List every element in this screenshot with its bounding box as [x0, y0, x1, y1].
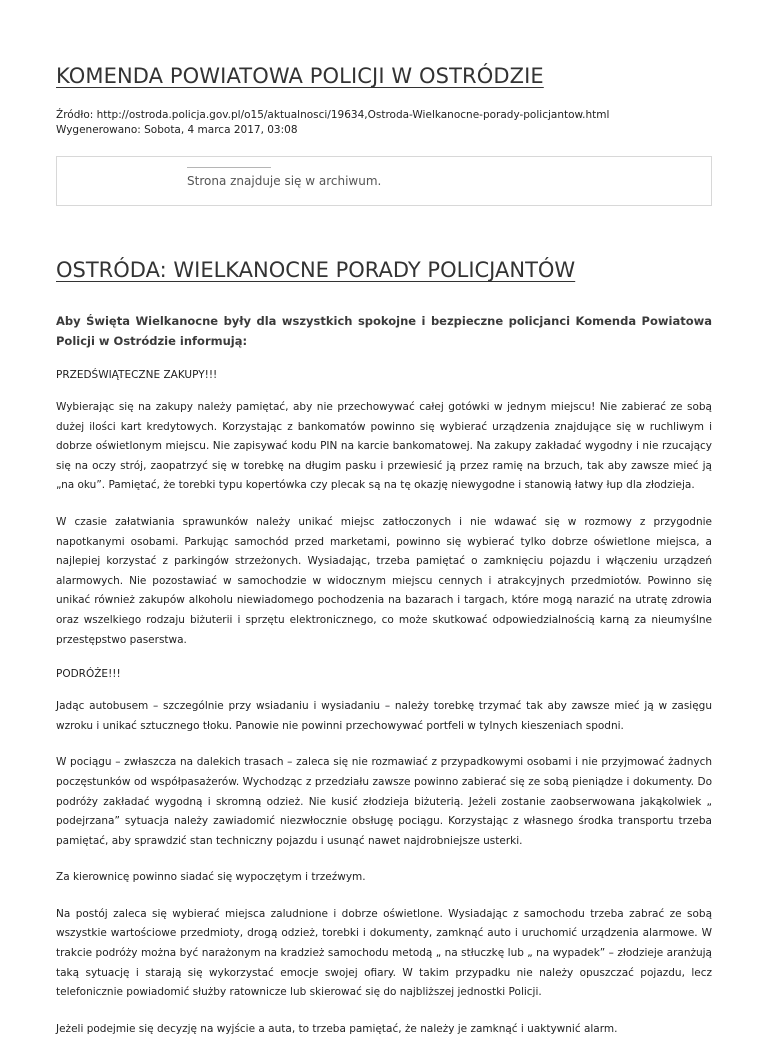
document-meta	[56, 108, 712, 138]
archive-notice	[56, 156, 712, 206]
archive-divider	[187, 167, 271, 168]
section-heading-travel: PODRÓŻE!!!	[56, 668, 121, 681]
paragraph: Na postój zaleca się wybierać miejsca zaludnione i dobrze oświetlone. Wysiadając z samochodu trzeba zabrać ze sobą wszystkie wartościowe przedmioty, drogą odzież, torebki i dokumenty, zamknąć auto i uruchomić urządzenia alarmowe. W trakcie podróży można być narażonym na kradzież samochodu metodą „ na stłuczkę lub „ na wypadek” – złodzieje aranżują taką sytuację i starają się wykorzystać emocje swojej ofiary. W takim przypadku nie należy opuszczać pojazdu, lecz telefonicznie powiadomić służby ratownicze lub skierować się do najbliższej jednostki Policji.	[56, 907, 712, 999]
generated-date: Wygenerowano: Sobota, 4 marca 2017, 03:08	[56, 124, 298, 136]
article-lead: Aby Święta Wielkanocne były dla wszystkich spokojne i bezpieczne policjanci Komenda Powiatowa Policji w Ostródzie informują:	[56, 314, 712, 348]
source-url: Źródło: http://ostroda.policja.gov.pl/o15/aktualnosci/19634,Ostroda-Wielkanocne-porady-policjantow.html	[56, 109, 610, 121]
page	[0, 64, 768, 1039]
paragraph: Za kierownicę powinno siadać się wypoczętym i trzeźwym.	[56, 871, 366, 884]
paragraph: Jadąc autobusem – szczególnie przy wsiadaniu i wysiadaniu – należy torebkę trzymać tak aby zawsze mieć ją w zasięgu wzroku i unikać sztucznego tłoku. Panowie nie powinni przechowywać portfeli w tylnych kieszeniach spodni.	[56, 700, 712, 732]
paragraph: W czasie załatwiania sprawunków należy unikać miejsc zatłoczonych i nie wdawać się w rozmowy z przygodnie napotkanymi osobami. Parkując samochód przed marketami, powinno się wybierać tylko dobrze oświetlone miejsca, a najlepiej korzystać z parkingów strzeżonych. Wysiadając, trzeba pamiętać o zamknięciu pojazdu i włączeniu urządzeń alarmowych. Nie pozostawiać w samochodzie w widocznym miejscu cennych i atrakcyjnych przedmiotów. Powinno się unikać również zakupów alkoholu niewiadomego pochodzenia na bazarach i targach, które mogą narazić na utratę zdrowia oraz wszelkiego rodzaju biżuterii i sprzętu elektronicznego, co może skutkować odpowiedzialnością karną za nieumyślne przestępstwo paserstwa.	[56, 515, 712, 646]
site-title: KOMENDA POWIATOWA POLICJI W OSTRÓDZIE	[56, 64, 544, 88]
article-title: OSTRÓDA: WIELKANOCNE PORADY POLICJANTÓW	[56, 258, 576, 282]
paragraph: W pociągu – zwłaszcza na dalekich trasach – zaleca się nie rozmawiać z przypadkowymi osobami i nie przyjmować żadnych poczęstunków od współpasażerów. Wychodząc z przedziału zawsze powinno zabierać się ze sobą pieniądze i dokumenty. Do podróży zakładać wygodną i skromną odzież. Nie kusić złodzieja biżuterią. Jeżeli zostanie zaobserwowana jakąkolwiek „ podejrzana” sytuacja należy zawiadomić niezwłocznie obsługę pociągu. Korzystając z własnego środka transportu trzeba pamiętać, aby sprawdzić stan techniczny pojazdu i usunąć nawet najdrobniejsze usterki.	[56, 756, 712, 847]
section-heading-shopping: PRZEDŚWIĄTECZNE ZAKUPY!!!	[56, 369, 218, 381]
paragraph: Jeżeli podejmie się decyzję na wyjście a auta, to trzeba pamiętać, że należy je zamknąć i uaktywnić alarm.	[56, 1022, 618, 1035]
archive-note: Strona znajduje się w archiwum.	[187, 174, 382, 188]
paragraph: Wybierając się na zakupy należy pamiętać, aby nie przechowywać całej gotówki w jednym miejscu! Nie zabierać ze sobą dużej ilości kart kredytowych. Korzystając z bankomatów powinno się wybierać urządzenia znajdujące się w ruchliwym i dobrze oświetlonym miejscu. Nie zapisywać kodu PIN na karcie bankomatowej. Na zakupy zakładać wygodny i nie rzucający się na oczy strój, zaopatrzyć się w torebkę na długim pasku i przewiesić ją przez ramię na brzuch, tak aby zawsze mieć ją „na oku”. Pamiętać, że torebki typu kopertówka czy plecak są na tę okazję niewygodne i stanowią łatwy łup dla złodzieja.	[56, 401, 712, 492]
